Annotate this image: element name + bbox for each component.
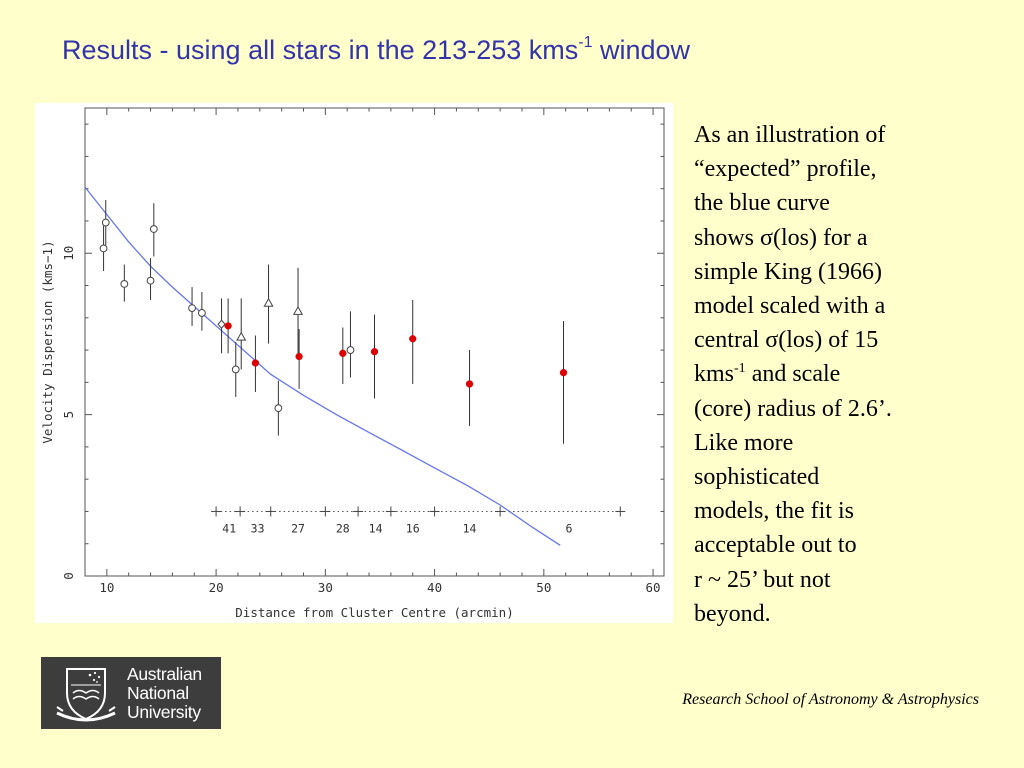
title-end: window bbox=[592, 35, 691, 65]
triangle-data-point bbox=[264, 299, 272, 307]
velocity-dispersion-chart bbox=[35, 103, 673, 623]
red-data-point bbox=[296, 353, 303, 360]
circle-data-point bbox=[232, 366, 239, 373]
circle-data-point bbox=[121, 281, 128, 288]
slide-title bbox=[62, 34, 690, 66]
bin-count-label: 6 bbox=[565, 521, 573, 536]
desc-after-0: (core) radius of 2.6’. bbox=[694, 395, 892, 422]
bin-count-label: 16 bbox=[405, 521, 420, 536]
description-after-sup: and scale bbox=[745, 361, 841, 388]
circle-data-point bbox=[147, 277, 154, 284]
desc-after-2: sophisticated bbox=[694, 464, 820, 491]
x-tick-label: 40 bbox=[427, 580, 443, 595]
logo-line-2: National bbox=[127, 683, 189, 703]
bin-count-label: 14 bbox=[368, 521, 383, 536]
x-tick-label: 10 bbox=[99, 580, 115, 595]
y-axis-label: Velocity Dispersion (kms−1) bbox=[40, 240, 55, 444]
description-lines-before bbox=[694, 118, 994, 357]
circle-data-point bbox=[150, 226, 157, 233]
circle-data-point bbox=[102, 219, 109, 226]
desc-before-0: As an illustration of bbox=[694, 122, 886, 148]
description-kms-line bbox=[694, 357, 994, 391]
desc-before-4: simple King (1966) bbox=[694, 258, 882, 285]
circle-data-point bbox=[100, 245, 107, 252]
red-data-point bbox=[371, 348, 378, 355]
x-tick-label: 30 bbox=[317, 580, 333, 595]
bin-count-label: 41 bbox=[222, 521, 237, 536]
bin-count-label: 27 bbox=[291, 521, 305, 536]
desc-before-3: shows σ(los) for a bbox=[694, 224, 868, 251]
title-superscript: -1 bbox=[578, 34, 593, 51]
desc-before-1: “expected” profile, bbox=[694, 156, 877, 183]
logo-wordmark bbox=[127, 665, 202, 722]
desc-after-6: beyond. bbox=[694, 600, 771, 627]
circle-data-point bbox=[347, 347, 354, 354]
circle-data-point bbox=[275, 405, 282, 412]
bin-count-label: 28 bbox=[335, 521, 350, 536]
logo-line-3: University bbox=[127, 702, 201, 722]
y-tick-label: 5 bbox=[61, 410, 76, 419]
desc-after-5: r ~ 25’ but not bbox=[694, 566, 831, 593]
logo-line-1: Australian bbox=[127, 664, 202, 684]
x-tick-label: 60 bbox=[645, 580, 661, 595]
red-data-point bbox=[252, 360, 259, 367]
diamond-data-point bbox=[218, 320, 225, 328]
x-tick-label: 50 bbox=[536, 580, 552, 595]
anu-logo bbox=[41, 657, 221, 729]
desc-before-2: the blue curve bbox=[694, 190, 830, 217]
desc-after-1: Like more bbox=[694, 429, 794, 456]
triangle-data-point bbox=[294, 307, 302, 315]
bin-count-label: 33 bbox=[250, 521, 265, 536]
y-tick-label: 10 bbox=[61, 245, 76, 261]
desc-after-4: acceptable out to bbox=[694, 532, 857, 559]
bin-count-label: 14 bbox=[462, 521, 477, 536]
red-data-point bbox=[339, 350, 346, 357]
red-data-point bbox=[560, 369, 567, 376]
footer-text: Research School of Astronomy & Astrophysics bbox=[682, 691, 979, 708]
triangle-data-point bbox=[237, 333, 245, 341]
description-superscript: -1 bbox=[734, 361, 746, 377]
red-data-point bbox=[409, 335, 416, 342]
red-data-point bbox=[225, 322, 232, 329]
desc-before-5: model scaled with a bbox=[694, 293, 886, 320]
chart-panel bbox=[35, 103, 673, 623]
circle-data-point bbox=[198, 310, 205, 317]
description-lines-after bbox=[694, 392, 994, 631]
desc-after-3: models, the fit is bbox=[694, 498, 854, 525]
title-text: Results - using all stars in the 213-253 kms bbox=[62, 35, 579, 65]
description-kms: kms bbox=[694, 361, 735, 388]
anu-crest-icon bbox=[53, 663, 119, 723]
x-axis-label: Distance from Cluster Centre (arcmin) bbox=[235, 605, 514, 620]
y-tick-label: 0 bbox=[61, 572, 76, 580]
circle-data-point bbox=[189, 305, 196, 312]
description-text bbox=[694, 118, 994, 631]
king-model-curve bbox=[85, 187, 560, 545]
x-tick-label: 20 bbox=[208, 580, 224, 595]
red-data-point bbox=[466, 381, 473, 388]
desc-before-6: central σ(los) of 15 bbox=[694, 327, 879, 354]
